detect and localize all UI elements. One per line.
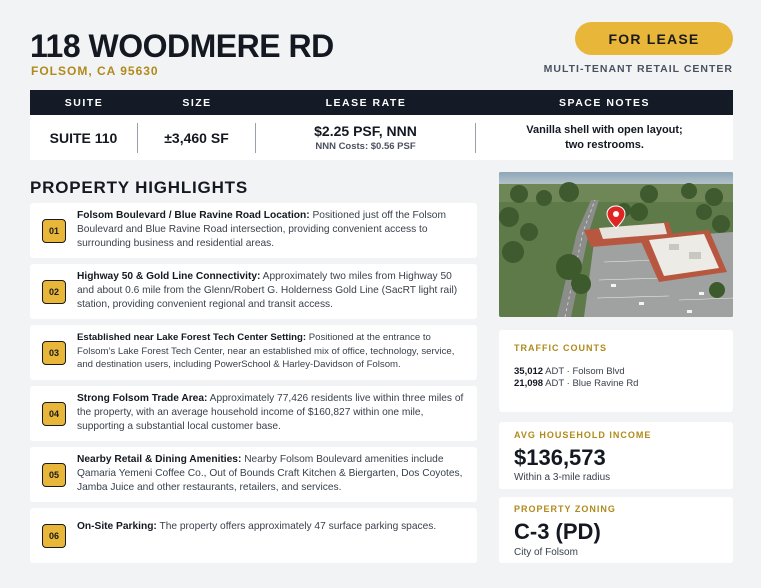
highlight-card [30, 325, 477, 380]
highlight-number-badge: 01 [42, 219, 66, 243]
highlight-text [77, 209, 469, 251]
aerial-photo-illustration [499, 172, 733, 317]
traffic-count-value: 21,098 [514, 378, 544, 389]
suite-number: SUITE 110 [49, 129, 118, 146]
highlight-body: Positioned just off the Folsom Boulevard and Blue Ravine Road intersection, providing convenient access to surrounding business and residential areas. [77, 210, 446, 249]
lease-rate: $2.25 PSF, NNN [314, 123, 417, 139]
nnn-costs: NNN Costs: $0.56 PSF [315, 141, 416, 152]
property-zoning-card [499, 497, 733, 563]
table-row [30, 115, 733, 160]
property-type: MULTI-TENANT RETAIL CENTER [543, 63, 733, 75]
highlight-heading: Established near Lake Forest Tech Center Setting: [77, 332, 307, 343]
highlight-number-badge: 05 [42, 463, 66, 487]
highlight-body: Approximately 77,426 residents live within three miles of the property, with an average household income of $160,827 within one mile, supporting a substantial local customer base. [77, 393, 464, 432]
space-notes-line-2: two restrooms. [565, 138, 644, 151]
highlight-heading: Folsom Boulevard / Blue Ravine Road Location: [77, 210, 310, 221]
highlight-card [30, 203, 477, 258]
household-income-value: $136,573 [514, 445, 606, 470]
traffic-count-unit: ADT · [543, 378, 573, 389]
traffic-count-value: 35,012 [514, 366, 544, 377]
table-header [30, 90, 733, 115]
highlight-number-badge: 06 [42, 524, 66, 548]
highlight-heading: Highway 50 & Gold Line Connectivity: [77, 271, 261, 282]
highlight-number-badge: 04 [42, 402, 66, 426]
highlight-text [77, 520, 469, 534]
household-income-card [499, 422, 733, 489]
highlight-text [77, 453, 469, 495]
traffic-counts-card [499, 330, 733, 412]
traffic-count-row [514, 366, 625, 377]
aerial-property-photo [499, 172, 733, 317]
column-header-space-notes: SPACE NOTES [559, 96, 650, 109]
space-notes-line-1: Vanilla shell with open layout; [526, 124, 683, 137]
highlight-heading: Nearby Retail & Dining Amenities: [77, 454, 242, 465]
highlight-heading: On-Site Parking: [77, 521, 157, 532]
highlight-body: Positioned at the entrance to Folsom’s Lake Forest Tech Center, near an established mix of office, technology, service, and destination users, including PowerSchool & Harley-Davidson of Folsom. [77, 332, 455, 370]
highlight-number-badge: 03 [42, 341, 66, 365]
highlight-card [30, 264, 477, 319]
column-header-lease-rate: LEASE RATE [325, 96, 407, 109]
traffic-count-road: Folsom Blvd [572, 366, 625, 377]
property-zoning-note: City of Folsom [514, 547, 578, 558]
suite-size: ±3,460 SF [164, 129, 229, 146]
highlight-card [30, 508, 477, 563]
highlight-text [77, 270, 469, 312]
highlight-body: Approximately two miles from Highway 50 and about 0.6 mile from the Glenn/Robert G. Holderness Gold Line (SacRT light rail) station, providing convenient regional and transit access. [77, 271, 458, 310]
household-income-label: AVG HOUSEHOLD INCOME [514, 430, 652, 440]
highlight-heading: Strong Folsom Trade Area: [77, 393, 208, 404]
highlight-card [30, 386, 477, 441]
suite-table [30, 90, 733, 160]
traffic-count-road: Blue Ravine Rd [572, 378, 639, 389]
highlight-number-badge: 02 [42, 280, 66, 304]
property-zoning-label: PROPERTY ZONING [514, 504, 616, 514]
highlight-text [77, 392, 469, 434]
property-location: FOLSOM, CA 95630 [31, 64, 159, 78]
household-income-note: Within a 3-mile radius [514, 472, 611, 483]
property-zoning-value: C-3 (PD) [514, 519, 601, 544]
highlight-body: The property offers approximately 47 surface parking spaces. [156, 521, 437, 532]
traffic-count-row [514, 378, 638, 389]
column-header-size: SIZE [182, 96, 212, 109]
highlight-body: Nearby Folsom Boulevard amenities include Qamaria Yemeni Coffee Co., Out of Bounds Craft Kitchen & Biergarten, Dos Coyotes, Jamba Juice and other restaurants, retailers, and services. [77, 454, 463, 493]
highlights-title: PROPERTY HIGHLIGHTS [30, 178, 248, 197]
highlight-text [77, 331, 469, 372]
traffic-counts-label: TRAFFIC COUNTS [514, 343, 607, 353]
page-title: 118 WOODMERE RD [30, 28, 334, 64]
for-lease-button[interactable]: FOR LEASE [575, 22, 733, 55]
column-header-suite: SUITE [64, 96, 104, 109]
traffic-count-unit: ADT · [543, 366, 573, 377]
highlight-card [30, 447, 477, 502]
